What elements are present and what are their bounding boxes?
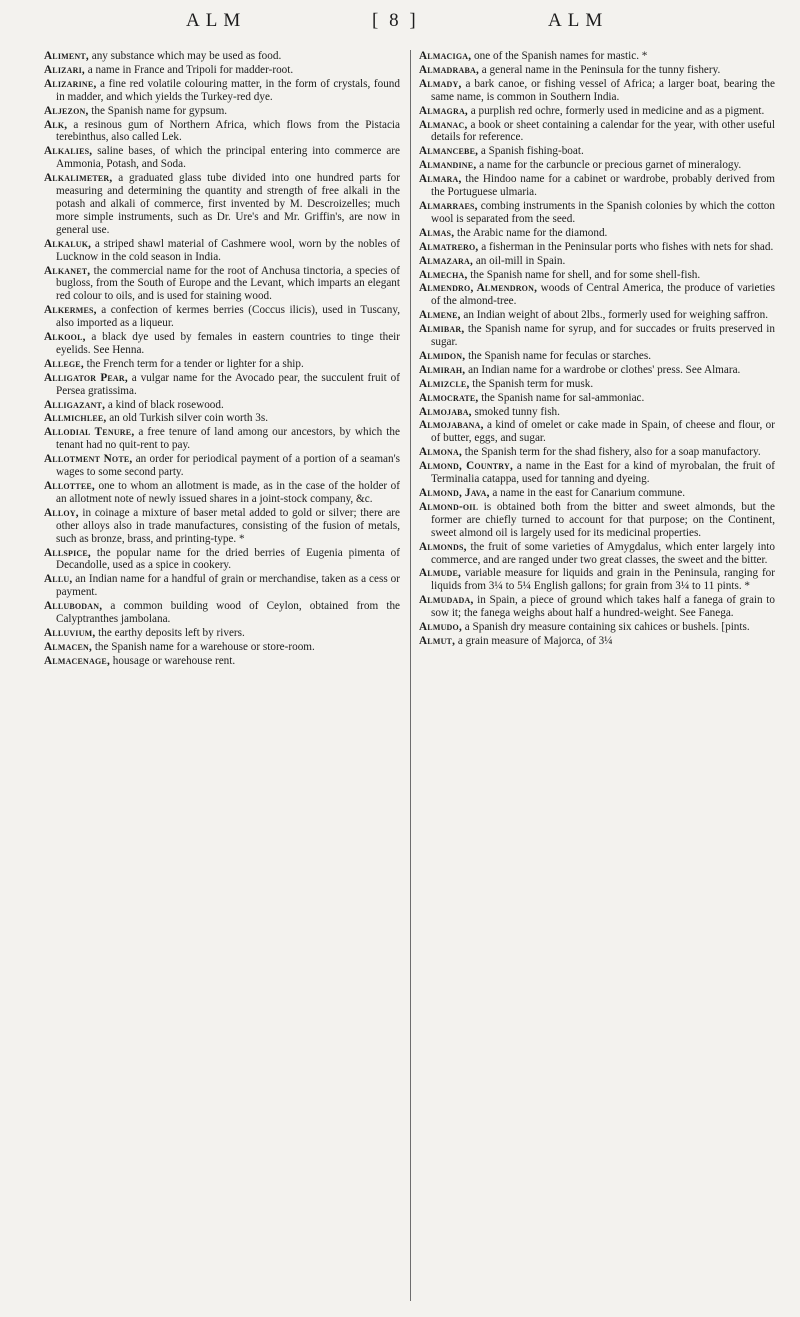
page-number: [ 8 ] (372, 10, 419, 31)
entry-headword: Alkalies, (44, 145, 93, 158)
entry-headword: Almaciga, (419, 50, 472, 62)
dictionary-entry (419, 541, 775, 567)
dictionary-entry (419, 50, 775, 63)
entry-headword: Almond, Country, (419, 460, 513, 473)
entry-headword: Alkalimeter, (44, 172, 113, 185)
dictionary-entry (419, 309, 775, 322)
entry-definition: the French term for a tender or lighter for a ship. (83, 357, 304, 370)
dictionary-entry (419, 501, 775, 540)
entry-headword: Allotment Note, (44, 453, 133, 466)
entry-headword: Almady, (419, 77, 462, 90)
entry-headword: Almagra, (419, 104, 468, 117)
entry-definition: a confection of kermes berries (Coccus ilicis), used in Tuscany, also imported as a liqueur. (56, 304, 400, 330)
entry-headword: Almara, (419, 173, 462, 186)
dictionary-entry (419, 419, 775, 445)
dictionary-entry (44, 372, 400, 398)
entry-definition: a fisherman in the Peninsular ports who fishes with nets for shad. (478, 240, 774, 253)
entry-headword: Almonds, (419, 540, 467, 553)
dictionary-entry (419, 78, 775, 104)
entry-headword: Alluvium, (44, 626, 96, 639)
entry-headword: Almizcle, (419, 377, 470, 390)
dictionary-entry (44, 399, 400, 412)
dictionary-entry (44, 573, 400, 599)
dictionary-entry (44, 547, 400, 573)
entry-headword: Almirah, (419, 363, 466, 376)
dictionary-entry (44, 265, 400, 304)
entry-definition: a general name in the Peninsula for the tunny fishery. (479, 63, 721, 76)
dictionary-entry (44, 78, 400, 104)
entry-definition: in coinage a mixture of baser metal added to gold or silver; there are other alloys also in trade manufactures, consisting of the fusion of metals, such as bronze, brass, and printing-type. * (56, 506, 400, 545)
dictionary-entry (44, 358, 400, 371)
dictionary-entry (419, 269, 775, 282)
entry-definition: a fine red volatile colouring matter, in the form of crystals, found in madder, and which yields the Turkey-red dye. (56, 77, 400, 103)
entry-definition: a grain measure of Majorca, of 3¼ (455, 634, 613, 647)
entry-headword: Almudo, (419, 621, 462, 634)
entry-definition: the Spanish name for a warehouse or store-room. (92, 640, 315, 653)
entry-definition: an oil-mill in Spain. (473, 254, 566, 267)
entry-definition: a graduated glass tube divided into one hundred parts for measuring and determining the quantity and strength of free alkali in the potash and alkali of commerce, first invented by M. Descroizelles; much more simple instruments, such as Dr. Ure's and Mr. Griffin's, are now in general use. (56, 172, 400, 236)
entry-headword: Alkool, (44, 331, 86, 344)
entry-definition: the Arabic name for the diamond. (454, 226, 608, 239)
entry-headword: Almatrero, (419, 240, 479, 253)
entry-definition: woods of Central America, the produce of varieties of the almond-tree. (431, 282, 775, 308)
entry-headword: Alligator Pear, (44, 371, 128, 384)
entry-definition: an old Turkish silver coin worth 3s. (106, 412, 269, 425)
dictionary-entry (419, 406, 775, 419)
entry-headword: Alloy, (44, 506, 79, 519)
entry-definition: the Spanish name for shell, and for some shell-fish. (467, 268, 701, 281)
header-left-guide-word: ALM (186, 10, 247, 31)
entry-headword: Allubodan, (44, 600, 103, 613)
entry-headword: Allu, (44, 573, 73, 586)
entry-definition: one to whom an allotment is made, as in the case of the holder of an allotment note of newly issued shares in a joint-stock company, &c. (56, 480, 400, 505)
dictionary-entry (419, 460, 775, 486)
entry-headword: Almocrate, (419, 391, 479, 404)
dictionary-entry (419, 392, 775, 405)
entry-headword: Almandine, (419, 159, 477, 172)
dictionary-entry (419, 64, 775, 77)
entry-headword: Almas, (419, 226, 455, 239)
dictionary-entry (419, 173, 775, 199)
entry-definition: a name in France and Tripoli for madder-root. (84, 63, 294, 76)
entry-definition: a kind of black rosewood. (105, 398, 224, 411)
entry-headword: Almarraes, (419, 199, 478, 212)
entry-headword: Almond, Java, (419, 487, 490, 499)
dictionary-entry (419, 350, 775, 363)
entry-headword: Almudada, (419, 594, 474, 607)
entry-headword: Alligazant, (44, 398, 106, 411)
entry-headword: Almacenage, (44, 654, 110, 667)
entry-definition: a kind of omelet or cake made in Spain, of cheese and flour, or of butter, eggs, and sugar. (431, 419, 775, 445)
entry-definition: a bark canoe, or fishing vessel of Africa; a larger boat, bearing the same name, is common in Southern India. (431, 77, 775, 103)
entry-headword: Almecha, (419, 268, 468, 281)
dictionary-entry (44, 627, 400, 640)
entry-definition: housage or warehouse rent. (109, 654, 236, 667)
dictionary-entry (419, 364, 775, 377)
entry-definition: a name for the carbuncle or precious garnet of mineralogy. (476, 159, 742, 172)
entry-headword: Almond-oil (419, 500, 479, 513)
entry-headword: Allspice, (44, 546, 91, 559)
dictionary-entry (44, 145, 400, 171)
entry-definition: a book or sheet containing a calendar for the year, with other useful details for reference. (431, 118, 775, 144)
dictionary-entry (44, 172, 400, 237)
entry-definition: the Spanish term for musk. (469, 377, 594, 390)
dictionary-entry (419, 323, 775, 349)
dictionary-entry (44, 641, 400, 654)
entry-headword: Almancebe, (419, 145, 479, 158)
entry-headword: Alkaluk, (44, 237, 92, 250)
entry-headword: Almendro, Almendron, (419, 282, 538, 295)
entry-definition: a purplish red ochre, formerly used in medicine and as a pigment. (467, 104, 765, 117)
entry-definition: an Indian weight of about 2lbs., formerly used for weighing saffron. (460, 309, 769, 322)
entry-headword: Alizari, (44, 63, 85, 76)
dictionary-entry (419, 241, 775, 254)
dictionary-entry (44, 331, 400, 357)
entry-headword: Alkanet, (44, 264, 91, 277)
entry-headword: Almidon, (419, 349, 466, 362)
text-columns (44, 50, 774, 1301)
entry-definition: variable measure for liquids and grain in the Peninsula, ranging for liquids from 3¼ to 5¼ English gallons; for grain from 3¼ to 11 pints. * (431, 567, 775, 593)
dictionary-entry (419, 145, 775, 158)
dictionary-entry (44, 426, 400, 452)
entry-definition: the Spanish name for sal-ammoniac. (478, 391, 645, 404)
entry-definition: in Spain, a piece of ground which takes half a fanega of grain to sow it; the fanega weighs about half a hundred-weight. See Fanega. (431, 594, 775, 620)
dictionary-entry (419, 119, 775, 145)
entry-headword: Almene, (419, 309, 461, 322)
dictionary-entry (44, 304, 400, 330)
dictionary-entry (419, 282, 775, 308)
dictionary-entry (44, 238, 400, 264)
entry-headword: Almibar, (419, 323, 465, 336)
dictionary-entry (44, 412, 400, 425)
dictionary-entry (419, 255, 775, 268)
dictionary-entry (419, 635, 775, 648)
dictionary-entry (419, 378, 775, 391)
entry-headword: Almazara, (419, 254, 474, 267)
entry-headword: Alk, (44, 118, 68, 131)
entry-definition: a Spanish fishing-boat. (478, 145, 584, 158)
dictionary-entry (44, 480, 400, 506)
entry-definition: an order for periodical payment of a portion of a seaman's wages to some second party. (56, 453, 400, 479)
entry-definition: a black dye used by females in eastern countries to tinge their eyelids. See Henna. (56, 331, 400, 356)
entry-headword: Almojabana, (419, 419, 484, 432)
dictionary-entry (44, 453, 400, 479)
entry-headword: Almut, (419, 634, 456, 647)
entry-headword: Alizarine, (44, 77, 97, 90)
dictionary-entry (419, 621, 775, 634)
dictionary-entry (419, 446, 775, 459)
entry-definition: smoked tunny fish. (471, 405, 560, 418)
entry-definition: a name in the East for a kind of myrobalan, the fruit of Terminalia catappa, used for tanning and dyeing. (431, 460, 775, 486)
dictionary-entry (44, 119, 400, 145)
dictionary-entry (44, 50, 400, 63)
entry-definition: a vulgar name for the Avocado pear, the succulent fruit of Persea gratissima. (56, 371, 400, 397)
entry-definition: the fruit of some varieties of Amygdalus, which enter largely into commerce, and are ranged under two great classes, the sweet and the bitter. (431, 540, 775, 566)
entry-headword: Allmichlee, (44, 412, 107, 425)
entry-headword: Almude, (419, 567, 462, 580)
entry-definition: the commercial name for the root of Anchusa tinctoria, a species of bugloss, from the South of Europe and the Levant, which imparts an elegant red colour to oils, and is used for staining wood. (56, 264, 400, 303)
entry-headword: Almojaba, (419, 405, 472, 418)
dictionary-entry (44, 507, 400, 546)
entry-headword: Aliment, (44, 50, 89, 62)
page-header (0, 8, 800, 38)
entry-definition: the Spanish name for gypsum. (88, 104, 228, 117)
entry-definition: the earthy deposits left by rivers. (95, 626, 245, 639)
entry-definition: a name in the east for Canarium commune. (489, 487, 686, 499)
dictionary-entry (419, 200, 775, 226)
entry-definition: the Spanish term for the shad fishery, also for a soap manufactory. (461, 446, 761, 459)
dictionary-entry (419, 105, 775, 118)
entry-headword: Alkermes, (44, 304, 97, 317)
entry-headword: Aljezon, (44, 104, 89, 117)
entry-definition: a striped shawl material of Cashmere wool, worn by the nobles of Lucknow in the cold season in India. (56, 237, 400, 263)
entry-headword: Almona, (419, 446, 462, 459)
entry-headword: Almanac, (419, 118, 468, 131)
entry-definition: a free tenure of land among our ancestors, by which the tenant had no quit-rent to pay. (56, 426, 400, 452)
entry-definition: saline bases, of which the principal entering into commerce are Ammonia, Potash, and Soda. (56, 145, 400, 171)
entry-definition: an Indian name for a wardrobe or clothes' press. See Almara. (465, 363, 741, 376)
entry-definition: a common building wood of Ceylon, obtained from the Calyptranthes jambolana. (56, 600, 400, 626)
entry-definition: combing instruments in the Spanish colonies by which the cotton wool is separated from the seed. (431, 199, 775, 225)
dictionary-entry (44, 600, 400, 626)
header-right-guide-word: ALM (548, 10, 609, 31)
entry-headword: Almacen, (44, 640, 93, 653)
dictionary-entry (419, 159, 775, 172)
dictionary-entry (44, 655, 400, 668)
entry-definition: the Hindoo name for a cabinet or wardrobe, probably derived from the Portuguese ulmaria. (431, 173, 775, 199)
entry-definition: the popular name for the dried berries of Eugenia pimenta of Decandolle, used as a spice in cookery. (56, 546, 400, 572)
entry-definition: one of the Spanish names for mastic. * (471, 50, 648, 62)
entry-headword: Allottee, (44, 480, 95, 492)
entry-definition: a resinous gum of Northern Africa, which flows from the Pistacia terebinthus, also called Lek. (56, 118, 400, 144)
entry-definition: the Spanish name for syrup, and for succades or fruits preserved in sugar. (431, 323, 775, 349)
entry-definition: the Spanish name for feculas or starches. (465, 349, 652, 362)
dictionary-entry (44, 105, 400, 118)
dictionary-entry (44, 64, 400, 77)
entry-headword: Almadraba, (419, 63, 479, 76)
left-column (44, 50, 400, 1301)
right-column (410, 50, 775, 1301)
dictionary-entry (419, 487, 775, 500)
entry-definition: an Indian name for a handful of grain or merchandise, taken as a cess or payment. (56, 573, 400, 599)
dictionary-entry (419, 227, 775, 240)
entry-headword: Allodial Tenure, (44, 426, 135, 439)
entry-definition: is obtained both from the bitter and sweet almonds, but the former are chiefly turned to account for that purpose; on the Continent, sweet almond oil is largely used for its medicinal properties. (431, 500, 775, 539)
entry-definition: a Spanish dry measure containing six cahices or bushels. [pints. (461, 621, 750, 634)
entry-definition: any substance which may be used as food. (88, 50, 282, 62)
entry-headword: Allege, (44, 357, 84, 370)
dictionary-entry (419, 567, 775, 593)
dictionary-entry (419, 594, 775, 620)
